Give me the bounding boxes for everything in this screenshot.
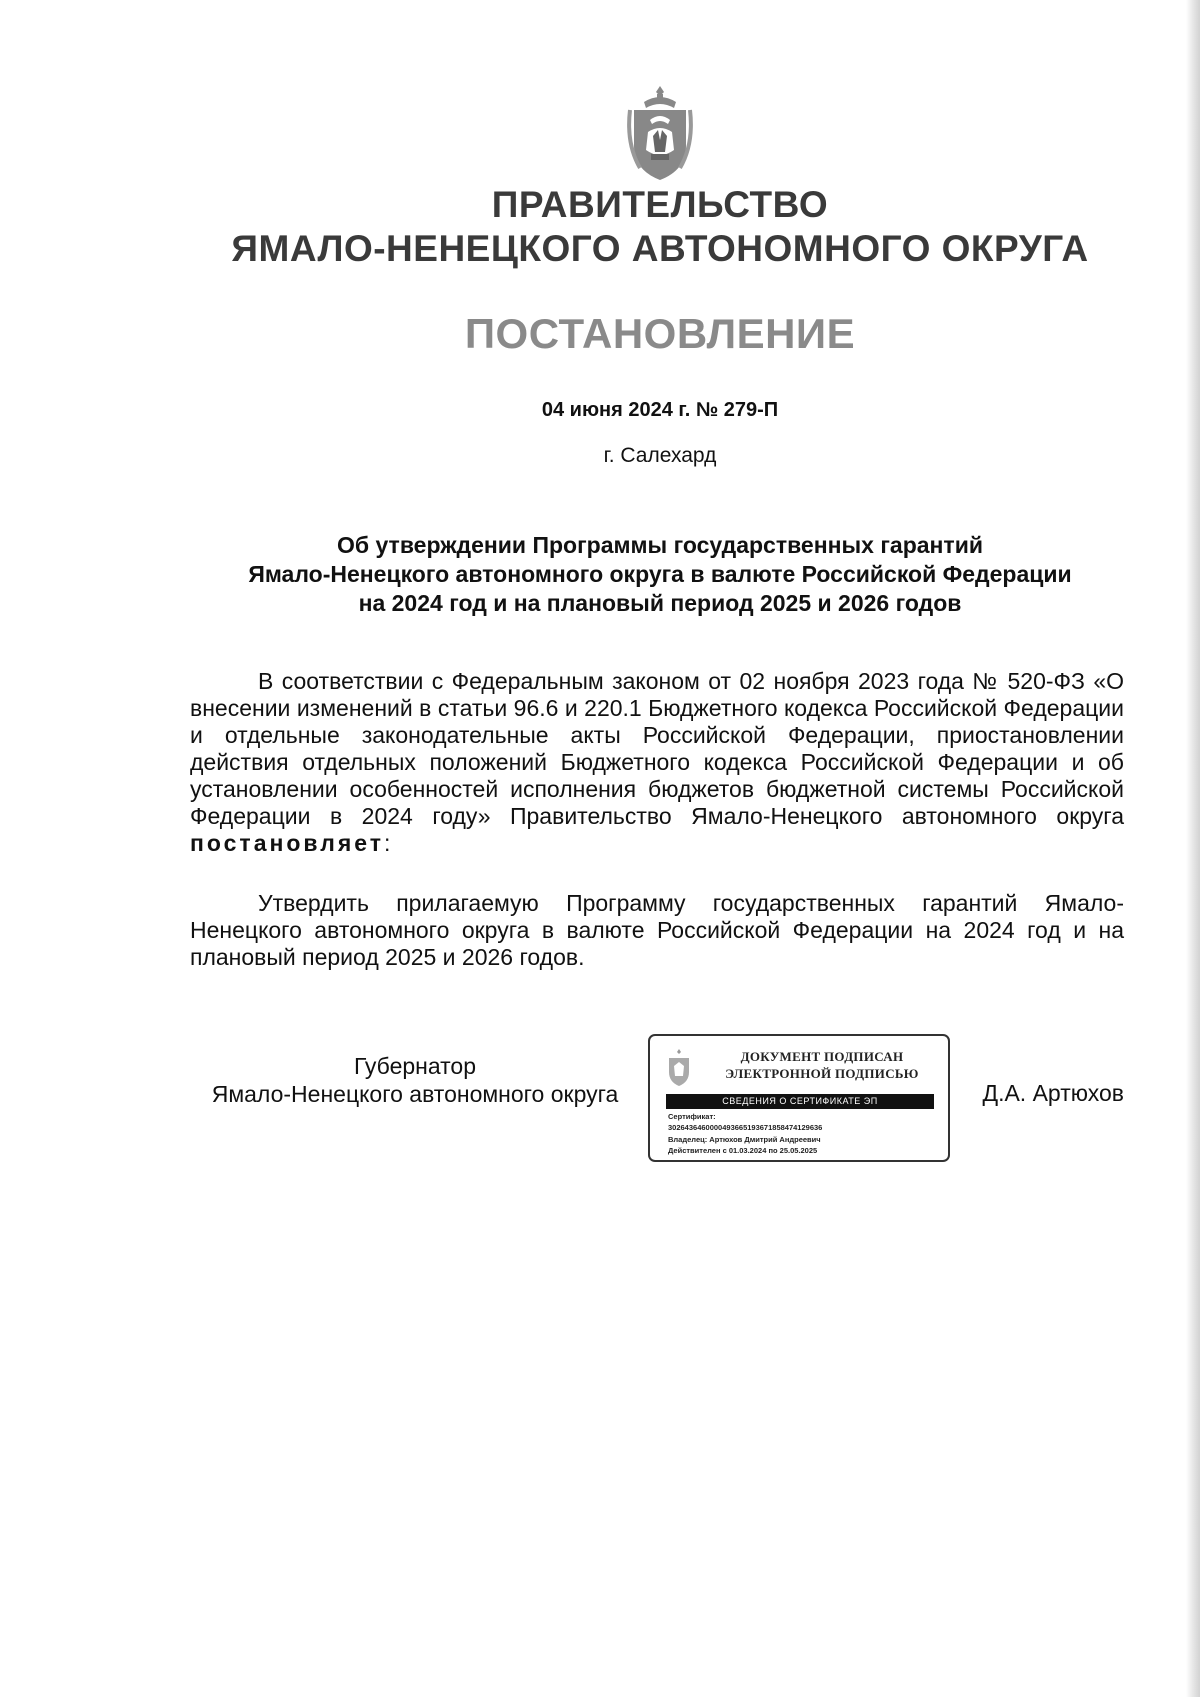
paragraph-end: :	[384, 830, 391, 856]
signer-position-line: Губернатор	[353, 1053, 477, 1079]
stamp-cert-label: Сертификат:	[668, 1112, 716, 1121]
body-paragraph-approve: Утвердить прилагаемую Программу государственных гарантий Ямало-Ненецкого автономного округа в валюте Российской Федерации на 2024 год и на плановый период 2025 и 2026 годов.	[190, 890, 1124, 970]
org-name-line-2: ЯМАЛО-НЕНЕЦКОГО АВТОНОМНОГО ОКРУГА	[231, 228, 1089, 269]
document-title	[150, 531, 1170, 618]
stamp-cert-number: 3026436460000493665193671858474129636	[668, 1123, 823, 1132]
document-date-number: 04 июня 2024 г. № 279-П	[541, 399, 779, 421]
org-name-line-1: ПРАВИТЕЛЬСТВО	[491, 184, 829, 225]
page-edge-shadow	[1186, 0, 1200, 1697]
stamp-heading	[700, 1048, 944, 1082]
stamp-owner: Владелец: Артюхов Дмитрий Андреевич	[668, 1135, 821, 1144]
paragraph-text: В соответствии с Федеральным законом от 02 ноября 2023 года № 520-ФЗ «О внесении изменений в статьи 96.6 и 220.1 Бюджетного кодекса Российской Федерации и отдельные законодательные акты Российской Федерации, приостановлении действия отдельных положений Бюджетного кодекса Российской Федерации и об установлении особенностей исполнения бюджетов бюджетной системы Российской Федерации в 2024 году» Правительство Ямало-Ненецкого автономного округа	[190, 668, 1124, 829]
document-type-heading: ПОСТАНОВЛЕНИЕ	[464, 310, 856, 357]
stamp-certificate-bar: СВЕДЕНИЯ О СЕРТИФИКАТЕ ЭП	[666, 1094, 934, 1109]
stamp-coat-of-arms-icon	[664, 1048, 694, 1088]
document-city: г. Салехард	[603, 444, 717, 467]
title-line: Об утверждении Программы государственных гарантий	[337, 532, 983, 558]
body-paragraph-basis	[190, 668, 1124, 857]
signer-name: Д.А. Артюхов	[982, 1080, 1124, 1106]
signer-position	[190, 1052, 640, 1108]
decree-keyword: постановляет	[190, 830, 385, 856]
title-line: на 2024 год и на плановый период 2025 и 2026 годов	[358, 590, 962, 616]
stamp-heading-line: ЭЛЕКТРОННОЙ ПОДПИСЬЮ	[725, 1066, 919, 1081]
coat-of-arms-icon	[620, 84, 700, 184]
title-line: Ямало-Ненецкого автономного округа в валюте Российской Федерации	[248, 561, 1072, 587]
electronic-signature-stamp	[648, 1034, 950, 1162]
stamp-validity: Действителен с 01.03.2024 по 25.05.2025	[668, 1146, 818, 1155]
signer-position-line: Ямало-Ненецкого автономного округа	[211, 1081, 619, 1107]
stamp-heading-line: ДОКУМЕНТ ПОДПИСАН	[740, 1049, 904, 1064]
